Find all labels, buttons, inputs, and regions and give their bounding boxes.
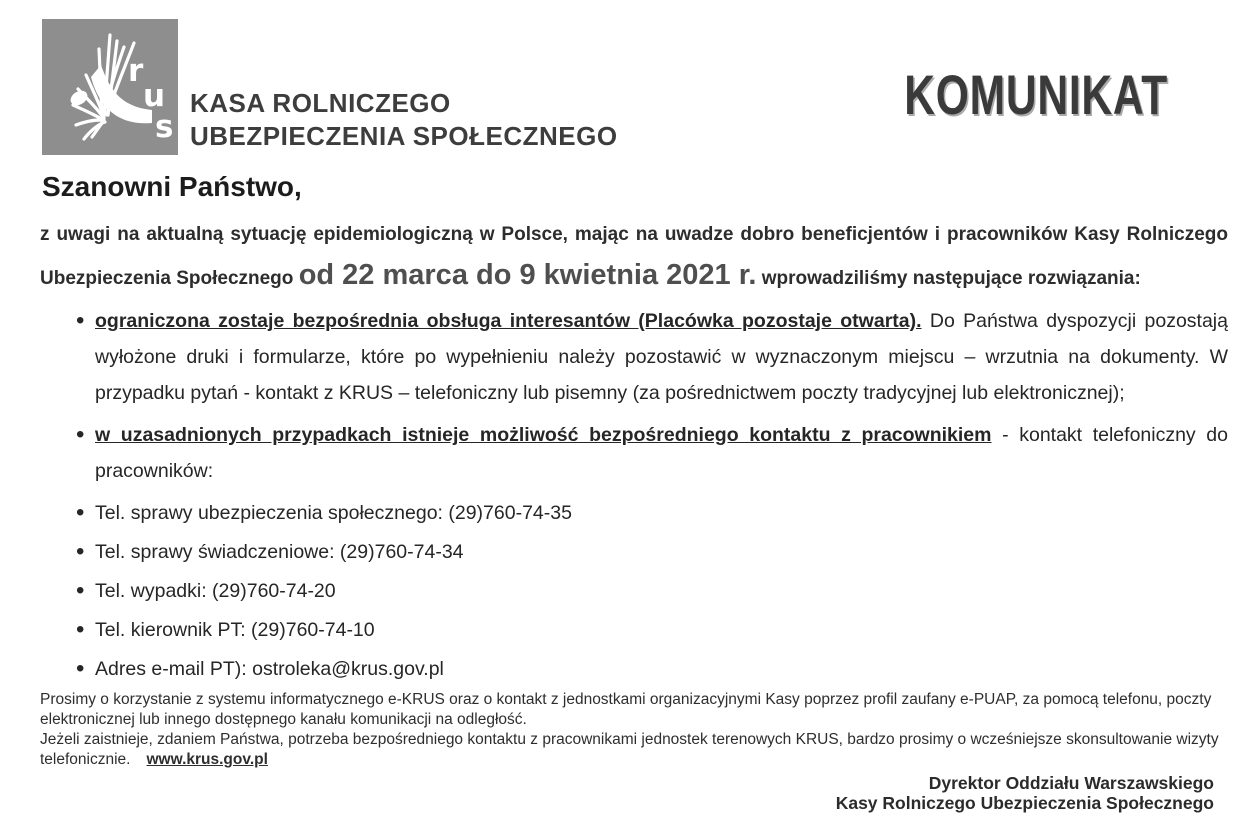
contact-item-accidents-phone: • Tel. wypadki: (29)760-74-20: [40, 573, 1228, 609]
bullet-text: Do Państwa dyspozycji pozostają wyłożone druki i formularze, które po wypełnieniu należy pozostawić w wyznaczonym miejscu – wrzutnia na dokumenty. W przypadku pytań - kontakt z KRUS – telefoniczny lub pisemny (za pośrednictwem poczty tradycyjnej lub elektronicznej);: [95, 310, 1228, 404]
footer-notes: [40, 690, 1228, 770]
bullet-emphasis: w uzasadnionych przypadkach istnieje możliwość bezpośredniego kontaktu z pracownikiem: [95, 424, 992, 446]
footer-note-1: Prosimy o korzystanie z systemu informatycznego e-KRUS oraz o kontakt z jednostkami organizacyjnymi Kasy poprzez profil zaufany e-PUAP, za pomocą telefonu, poczty elektronicznej lub innego dostępnego kanału komunikacji na odległość.: [40, 691, 1212, 728]
salutation: Szanowni Państwo,: [42, 171, 302, 202]
bullet-text: - kontakt telefoniczny do pracowników:: [95, 424, 1228, 482]
bullet-emphasis: ograniczona zostaje bezpośrednia obsługa interesantów (Placówka pozostaje otwarta).: [95, 310, 922, 332]
svg-text:u: u: [143, 78, 166, 114]
org-name-line2: UBEZPIECZENIA SPOŁECZNEGO: [190, 121, 618, 151]
bullet-item-restrictions: [40, 303, 1228, 411]
document-title: KOMUNIKAT: [904, 63, 1168, 126]
intro-part1: z uwagi na aktualną sytuację epidemiologiczną w Polsce, mając na uwadze dobro beneficjentów i pracowników Kasy Rolniczego Ubezpieczenia Społecznego: [40, 224, 1228, 289]
org-name-line1: KASA ROLNICZEGO: [190, 88, 451, 118]
bullet-list: [40, 303, 1228, 687]
signature-title: Dyrektor Oddziału Warszawskiego: [928, 773, 1214, 793]
footer-note-2: [40, 730, 1228, 770]
signature-org: Kasy Rolniczego Ubezpieczenia Społecznego: [835, 793, 1214, 813]
contact-item-email: • Adres e-mail PT): ostroleka@krus.gov.pl: [40, 651, 1228, 687]
footer-note-2-text: Jeżeli zaistnieje, zdaniem Państwa, potrzeba bezpośredniego kontaktu z pracownikami jednostek terenowych KRUS, bardzo prosimy o wcześniejsze skonsultowanie wizyty telefonicznie.: [40, 731, 1219, 768]
org-name: [190, 87, 618, 153]
contact-item-manager-phone: • Tel. kierownik PT: (29)760-74-10: [40, 612, 1228, 648]
document-header: [40, 0, 1228, 155]
intro-part2: wprowadziliśmy następujące rozwiązania:: [761, 268, 1141, 289]
intro-date-range: od 22 marca do 9 kwietnia 2021 r.: [298, 259, 757, 291]
contact-item-insurance-phone: • Tel. sprawy ubezpieczenia społecznego: (29)760-74-35: [40, 495, 1228, 531]
intro-paragraph: [40, 215, 1228, 299]
svg-text:r: r: [128, 53, 144, 89]
signature-block: [40, 773, 1214, 813]
contact-item-benefits-phone: • Tel. sprawy świadczeniowe: (29)760-74-34: [40, 534, 1228, 570]
svg-text:s: s: [155, 109, 174, 145]
bullet-item-direct-contact: [40, 417, 1228, 489]
krus-website-link[interactable]: www.krus.gov.pl: [146, 751, 268, 768]
krus-logo-icon: [42, 19, 178, 155]
